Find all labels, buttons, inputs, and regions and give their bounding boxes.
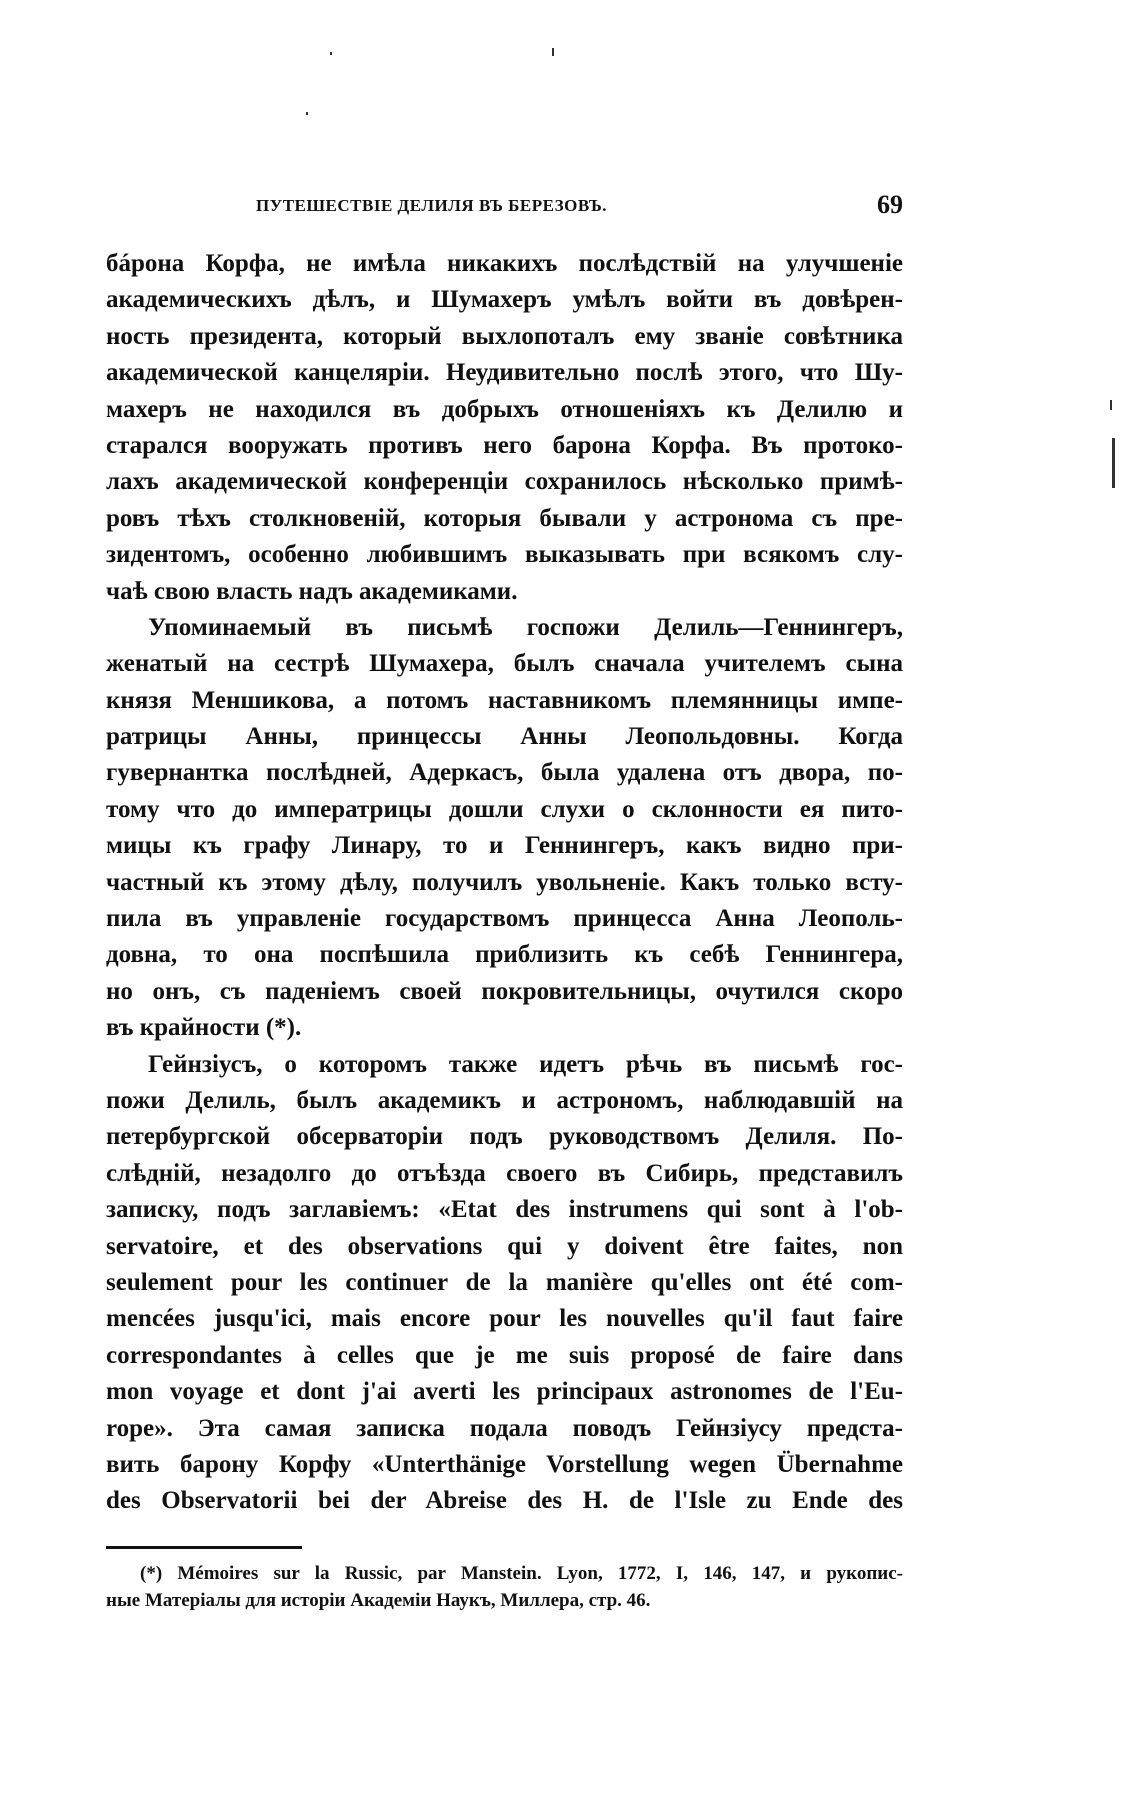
- text-line: гувернантка послѣдней, Адеркасъ, была удалена отъ двора, по-: [106, 759, 903, 787]
- text-line: записку, подъ заглавіемъ: «Etat des instrumens qui sont à l'ob-: [106, 1196, 903, 1224]
- scan-speck: [1110, 400, 1112, 410]
- text-line: зидентомъ, особенно любившимъ выказывать при всякомъ слу-: [106, 541, 903, 569]
- text-line: лахъ академической конференціи сохранилось нѣсколько примѣ-: [106, 468, 903, 496]
- page-number: 69: [877, 190, 903, 219]
- text-line: пожи Делиль, былъ академикъ и астрономъ, наблюдавшій на: [106, 1086, 903, 1114]
- scan-speck: [1112, 438, 1115, 488]
- scan-speck: [552, 48, 554, 56]
- text-line: Упоминаемый въ письмѣ госпожи Делиль—Геннингеръ,: [148, 613, 903, 641]
- text-line: ровъ тѣхъ столкновеній, которыя бывали у астронома съ пре-: [106, 504, 903, 532]
- text-line: въ крайности (*).: [106, 1014, 302, 1042]
- text-line: но онъ, съ паденіемъ своей покровительницы, очутился скоро: [106, 977, 903, 1005]
- text-line: мицы къ графу Линару, то и Геннингеръ, какъ видно при-: [106, 832, 903, 860]
- text-line: вить барону Корфу «Unterthänige Vorstellung wegen Übernahme: [106, 1450, 903, 1478]
- text-line: тому что до императрицы дошли слухи о склонности ея пито-: [106, 795, 903, 823]
- body-text: [106, 246, 903, 1520]
- scan-speck: [306, 112, 308, 115]
- footnote-line: ные Матеріалы для исторіи Академіи Наукъ, Миллера, стр. 46.: [106, 1590, 651, 1611]
- text-line: mencées jusqu'ici, mais encore pour les nouvelles qu'il faut faire: [106, 1305, 903, 1333]
- footnote-rule: [106, 1546, 302, 1549]
- text-line: махеръ не находился въ добрыхъ отношеніяхъ къ Делилю и: [106, 395, 903, 423]
- text-line: mon voyage et dont j'ai averti les principaux astronomes de l'Eu-: [106, 1378, 903, 1406]
- scan-speck: [330, 52, 332, 55]
- text-line: ратрицы Анны, принцессы Анны Леопольдовны. Когда: [106, 723, 903, 751]
- text-line: rope». Эта самая записка подала поводъ Гейнзіусу предста-: [106, 1414, 903, 1442]
- footnote-line: (*) Mémoires sur la Russic, par Manstein. Lyon, 1772, I, 146, 147, и рукопис-: [140, 1563, 903, 1584]
- text-line: seulement pour les continuer de la manière qu'elles ont été com-: [106, 1268, 903, 1296]
- text-line: слѣдній, незадолго до отъѣзда своего въ Сибирь, представилъ: [106, 1159, 903, 1187]
- text-line: пила въ управленіе государствомъ принцесса Анна Леополь-: [106, 905, 903, 933]
- text-line: академической канцеляріи. Неудивительно послѣ этого, что Шу-: [106, 359, 903, 387]
- text-line: des Observatorii bei der Abreise des H. de l'Isle zu Ende des: [106, 1487, 903, 1515]
- text-line: correspondantes à celles que je me suis proposé de faire dans: [106, 1341, 903, 1369]
- text-line: частный къ этому дѣлу, получилъ увольненіе. Какъ только всту-: [106, 868, 903, 896]
- text-line: довна, то она поспѣшила приблизить къ себѣ Геннингера,: [106, 941, 903, 969]
- footnote: [106, 1560, 903, 1614]
- text-line: Гейнзіусъ, о которомъ также идетъ рѣчь въ письмѣ гос-: [148, 1050, 903, 1078]
- running-title: ПУТЕШЕСТВІЕ ДЕЛИЛЯ ВЪ БЕРЕЗОВЪ.: [256, 196, 608, 215]
- text-line: князя Меншикова, а потомъ наставникомъ племянницы импе-: [106, 686, 903, 714]
- text-line: ность президента, который выхлопоталъ ему званіе совѣтника: [106, 322, 903, 350]
- page-header: [106, 190, 903, 224]
- text-line: петербургской обсерваторіи подъ руководствомъ Делиля. По-: [106, 1123, 903, 1151]
- text-line: бáрона Корфа, не имѣла никакихъ послѣдствій на улучшеніе: [106, 250, 903, 277]
- text-line: академическихъ дѣлъ, и Шумахеръ умѣлъ войти въ довѣрен-: [106, 286, 903, 314]
- text-line: servatoire, et des observations qui y doivent être faites, non: [106, 1232, 903, 1260]
- text-line: старался вооружать противъ него барона Корфа. Въ протоко-: [106, 431, 903, 459]
- text-line: чаѣ свою власть надъ академиками.: [106, 577, 518, 605]
- text-line: женатый на сестрѣ Шумахера, былъ сначала учителемъ сына: [106, 650, 903, 678]
